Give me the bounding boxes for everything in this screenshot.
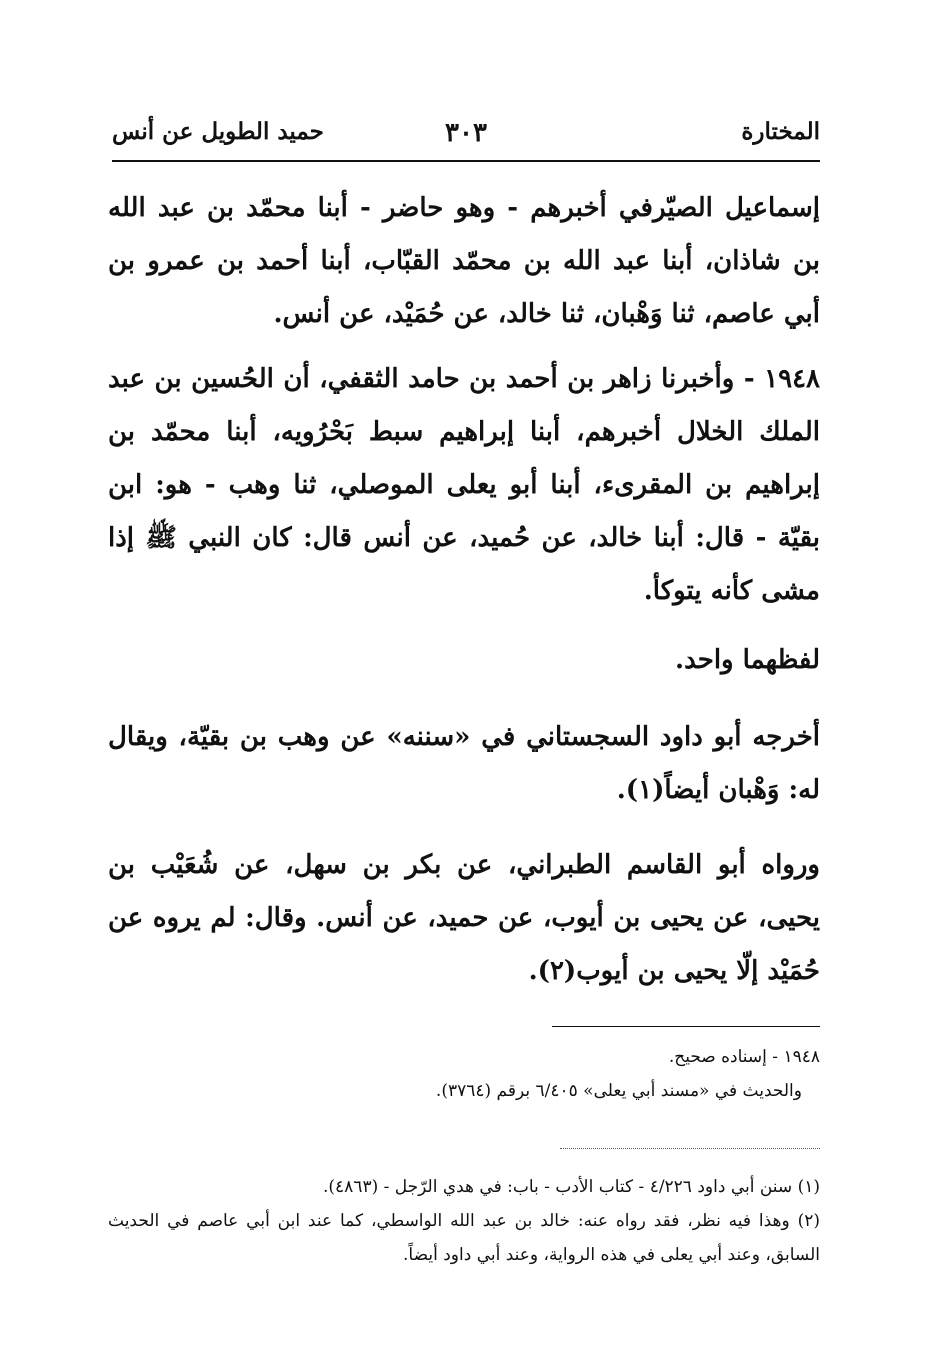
paragraph-tabarani: ورواه أبو القاسم الطبراني، عن بكر بن سهل، عن شُعَيْب بن يحيى، عن يحيى بن أيوب، عن حميد، عن أنس. وقال: لم يروه عن حُمَيْد إلّا يحيى بن أيوب(٢).: [108, 850, 820, 986]
note-musnad-reference: والحديث في «مسند أبي يعلى» ٦/٤٠٥ برقم (٣٧٦٤).: [435, 1081, 802, 1101]
header-rule: [112, 160, 820, 162]
paragraph-lafz: لفظهما واحد.: [675, 645, 820, 675]
notes-rule: [552, 1026, 820, 1027]
editor-notes: [112, 1040, 820, 1108]
footnote-1: (١) سنن أبي داود ٤/٢٢٦ - كتاب الأدب - باب: في هدي الرّجل - (٤٨٦٣).: [323, 1177, 820, 1197]
running-header: [112, 118, 820, 158]
paragraph-takhrij: أخرجه أبو داود السجستاني في «سننه» عن وهب بن بقيّة، ويقال له: وَهْبان أيضاً(١).: [108, 722, 820, 805]
paragraph-hadith-1948: ١٩٤٨ - وأخبرنا زاهر بن أحمد بن حامد الثقفي، أن الحُسين بن عبد الملك الخلال أخبرهم، أبنا إبراهيم سبط بَحْرُويه، أبنا محمّد بن إبراهيم بن المقرىء، أبنا أبو يعلى الموصلي، ثنا وهب - هو: ابن بقيّة - قال: أبنا خالد، عن حُميد، عن أنس قال: كان النبي ﷺ إذا مشى كأنه يتوكأ.: [108, 364, 820, 606]
page-number: ٣٠٣: [445, 118, 487, 148]
paragraph-isnad-intro: إسماعيل الصيّرفي أخبرهم - وهو حاضر - أبنا محمّد بن عبد الله بن شاذان، أبنا عبد الله بن محمّد القبّاب، أبنا أحمد بن عمرو بن أبي عاصم، ثنا وَهْبان، ثنا خالد، عن حُمَيْد، عن أنس.: [108, 193, 820, 329]
book-title: المختارة: [741, 118, 820, 145]
footnotes-dotted-rule: [560, 1148, 820, 1149]
footnote-2: (٢) وهذا فيه نظر، فقد رواه عنه: خالد بن عبد الله الواسطي، كما عند ابن أبي عاصم في الحديث السابق، وعند أبي يعلى في هذه الرواية، وعند أبي داود أيضاً.: [108, 1211, 820, 1265]
chapter-title: حميد الطويل عن أنس: [112, 118, 324, 145]
footnotes: [108, 1170, 820, 1272]
main-text: [108, 182, 820, 998]
note-isnad-grade: ١٩٤٨ - إسناده صحيح.: [668, 1047, 820, 1067]
